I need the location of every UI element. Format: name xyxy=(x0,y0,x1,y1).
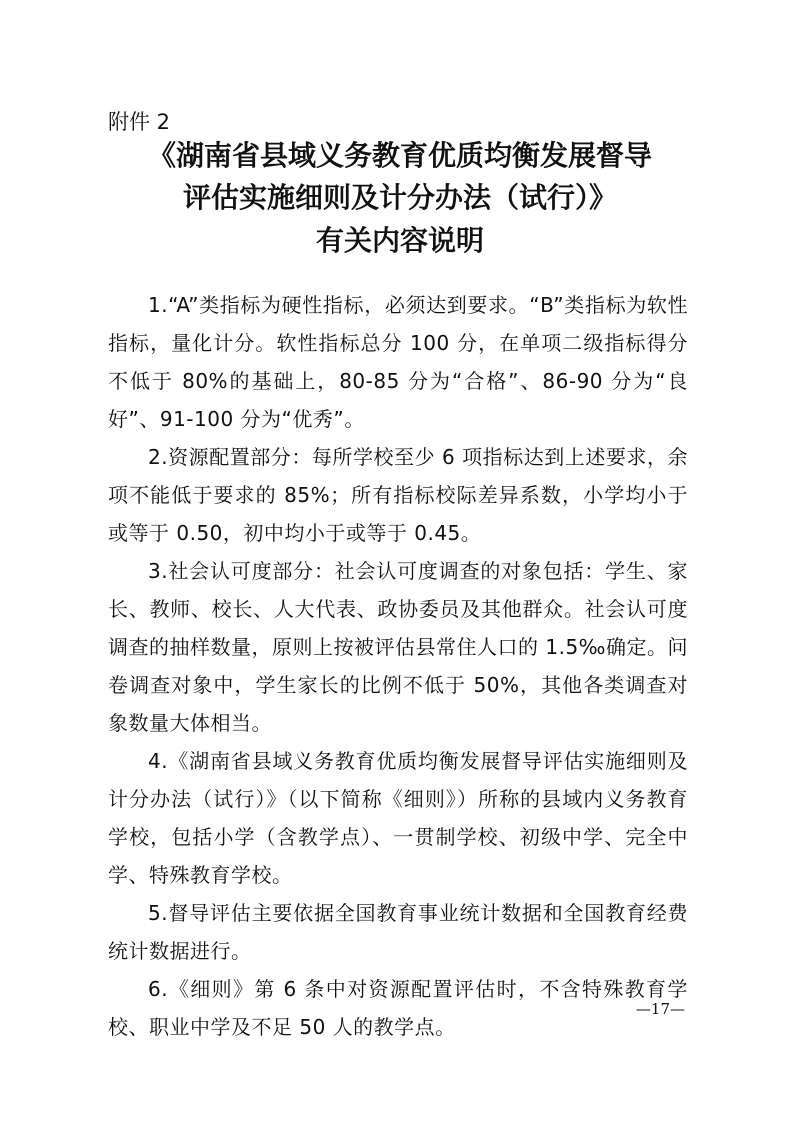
title-line-3: 有关内容说明 xyxy=(315,224,484,257)
page-number: —17— xyxy=(635,1000,685,1018)
title-line-1: 《湖南省县域义务教育优质均衡发展督导 xyxy=(147,139,652,172)
paragraph-2: 2.资源配置部分：每所学校至少 6 项指标达到上述要求，余项不能低于要求的 85%；所有指标校际差异系数，小学均小于或等于 0.50，初中均小于或等于 0.45。 xyxy=(108,445,688,545)
paragraph-5: 5.督导评估主要依据全国教育事业统计数据和全国教育经费统计数据进行。 xyxy=(108,901,688,963)
paragraph-4: 4.《湖南省县域义务教育优质均衡发展督导评估实施细则及计分办法（试行）》（以下简称《细则》）所称的县域内义务教育学校，包括小学（含教学点）、一贯制学校、初级中学、完全中学、特殊教育学校。 xyxy=(108,749,688,887)
paragraph-6: 6.《细则》第 6 条中对资源配置评估时，不含特殊教育学校、职业中学及不足 50 人的教学点。 xyxy=(108,977,688,1039)
document-body xyxy=(108,286,688,1046)
title-line-2: 评估实施细则及计分办法（试行）》 xyxy=(182,181,617,214)
attachment-label: 附件 2 xyxy=(108,110,171,134)
paragraph-1: 1.“A”类指标为硬性指标，必须达到要求。“B”类指标为软性指标，量化计分。软性指标总分 100 分，在单项二级指标得分不低于 80%的基础上，80-85 分为“合格”、86-90 分为“良好”、91-100 分为“优秀”。 xyxy=(108,293,688,431)
paragraph-3: 3.社会认可度部分：社会认可度调查的对象包括：学生、家长、教师、校长、人大代表、政协委员及其他群众。社会认可度调查的抽样数量，原则上按被评估县常住人口的 1.5‰确定。问卷调查对象中，学生家长的比例不低于 50%，其他各类调查对象数量大体相当。 xyxy=(108,559,688,735)
